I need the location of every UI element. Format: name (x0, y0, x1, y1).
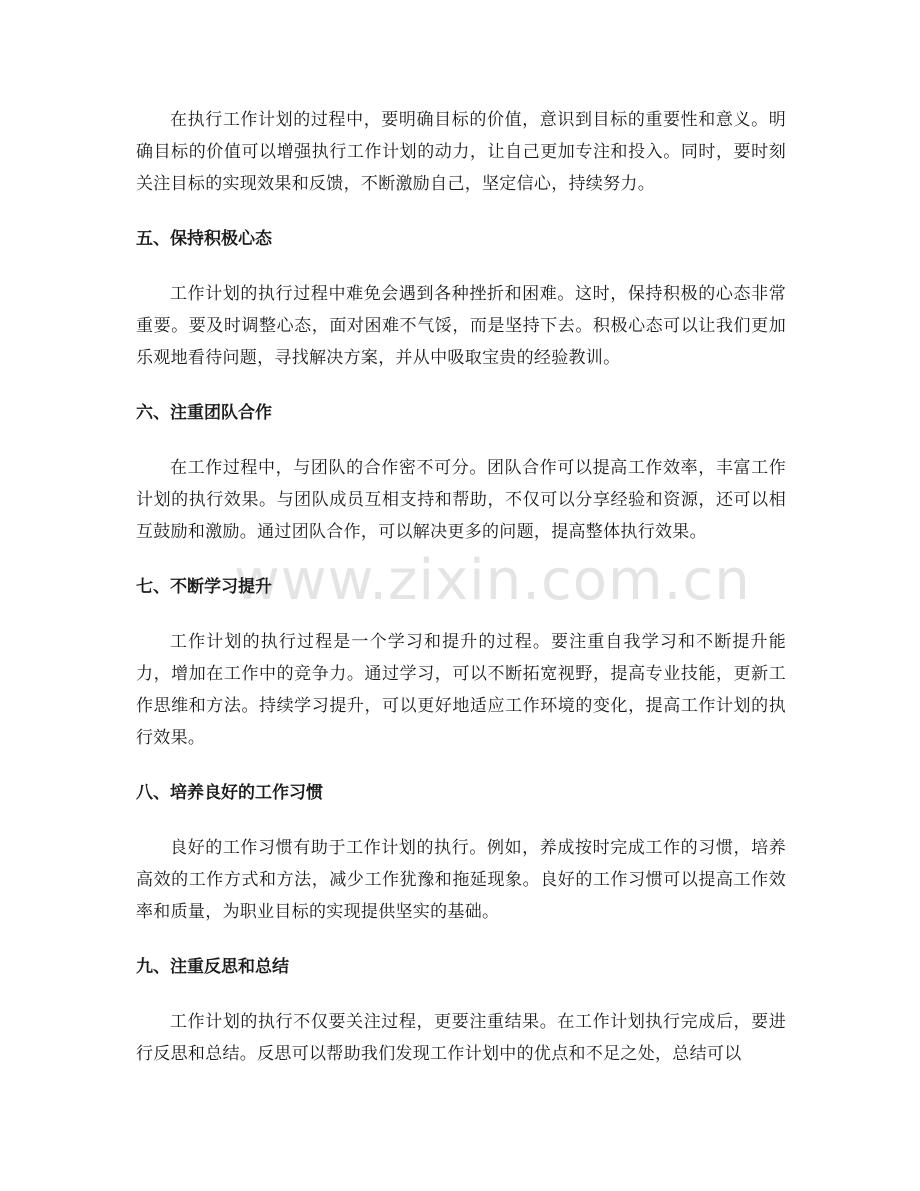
heading-section-6: 六、注重团队合作 (136, 403, 272, 423)
watermark-text: www.zixin.com.cn (234, 548, 751, 613)
paragraph-section-8: 良好的工作习惯有助于工作计划的执行。例如，养成按时完成工作的习惯，培养高效的工作方式和方法，减少工作犹豫和拖延现象。良好的工作习惯可以提高工作效率和质量，为职业目标的实现提供坚实的基础。 (136, 838, 786, 922)
paragraph-section-5: 工作计划的执行过程中难免会遇到各种挫折和困难。这时，保持积极的心态非常重要。要及时调整心态，面对困难不气馁，而是坚持下去。积极心态可以让我们更加乐观地看待问题，寻找解决方案，并从中吸取宝贵的经验教训。 (136, 284, 786, 368)
heading-section-5: 五、保持积极心态 (136, 229, 272, 249)
heading-section-9: 九、注重反思和总结 (136, 957, 289, 977)
document-page (136, 104, 786, 1070)
heading-section-8: 八、培养良好的工作习惯 (136, 783, 323, 803)
paragraph-section-9: 工作计划的执行不仅要关注过程，更要注重结果。在工作计划执行完成后，要进行反思和总结。反思可以帮助我们发现工作计划中的优点和不足之处，总结可以 (136, 1012, 786, 1064)
heading-section-7: 七、不断学习提升 (136, 577, 272, 597)
paragraph-section-6: 在工作过程中，与团队的合作密不可分。团队合作可以提高工作效率，丰富工作计划的执行效果。与团队成员互相支持和帮助，不仅可以分享经验和资源，还可以相互鼓励和激励。通过团队合作，可以解决更多的问题，提高整体执行效果。 (136, 458, 786, 542)
paragraph-section-7: 工作计划的执行过程是一个学习和提升的过程。要注重自我学习和不断提升能力，增加在工作中的竞争力。通过学习，可以不断拓宽视野，提高专业技能，更新工作思维和方法。持续学习提升，可以更好地适应工作环境的变化，提高工作计划的执行效果。 (136, 632, 786, 748)
paragraph-intro: 在执行工作计划的过程中，要明确目标的价值，意识到目标的重要性和意义。明确目标的价值可以增强执行工作计划的动力，让自己更加专注和投入。同时，要时刻关注目标的实现效果和反馈，不断激励自己，坚定信心，持续努力。 (136, 110, 786, 194)
